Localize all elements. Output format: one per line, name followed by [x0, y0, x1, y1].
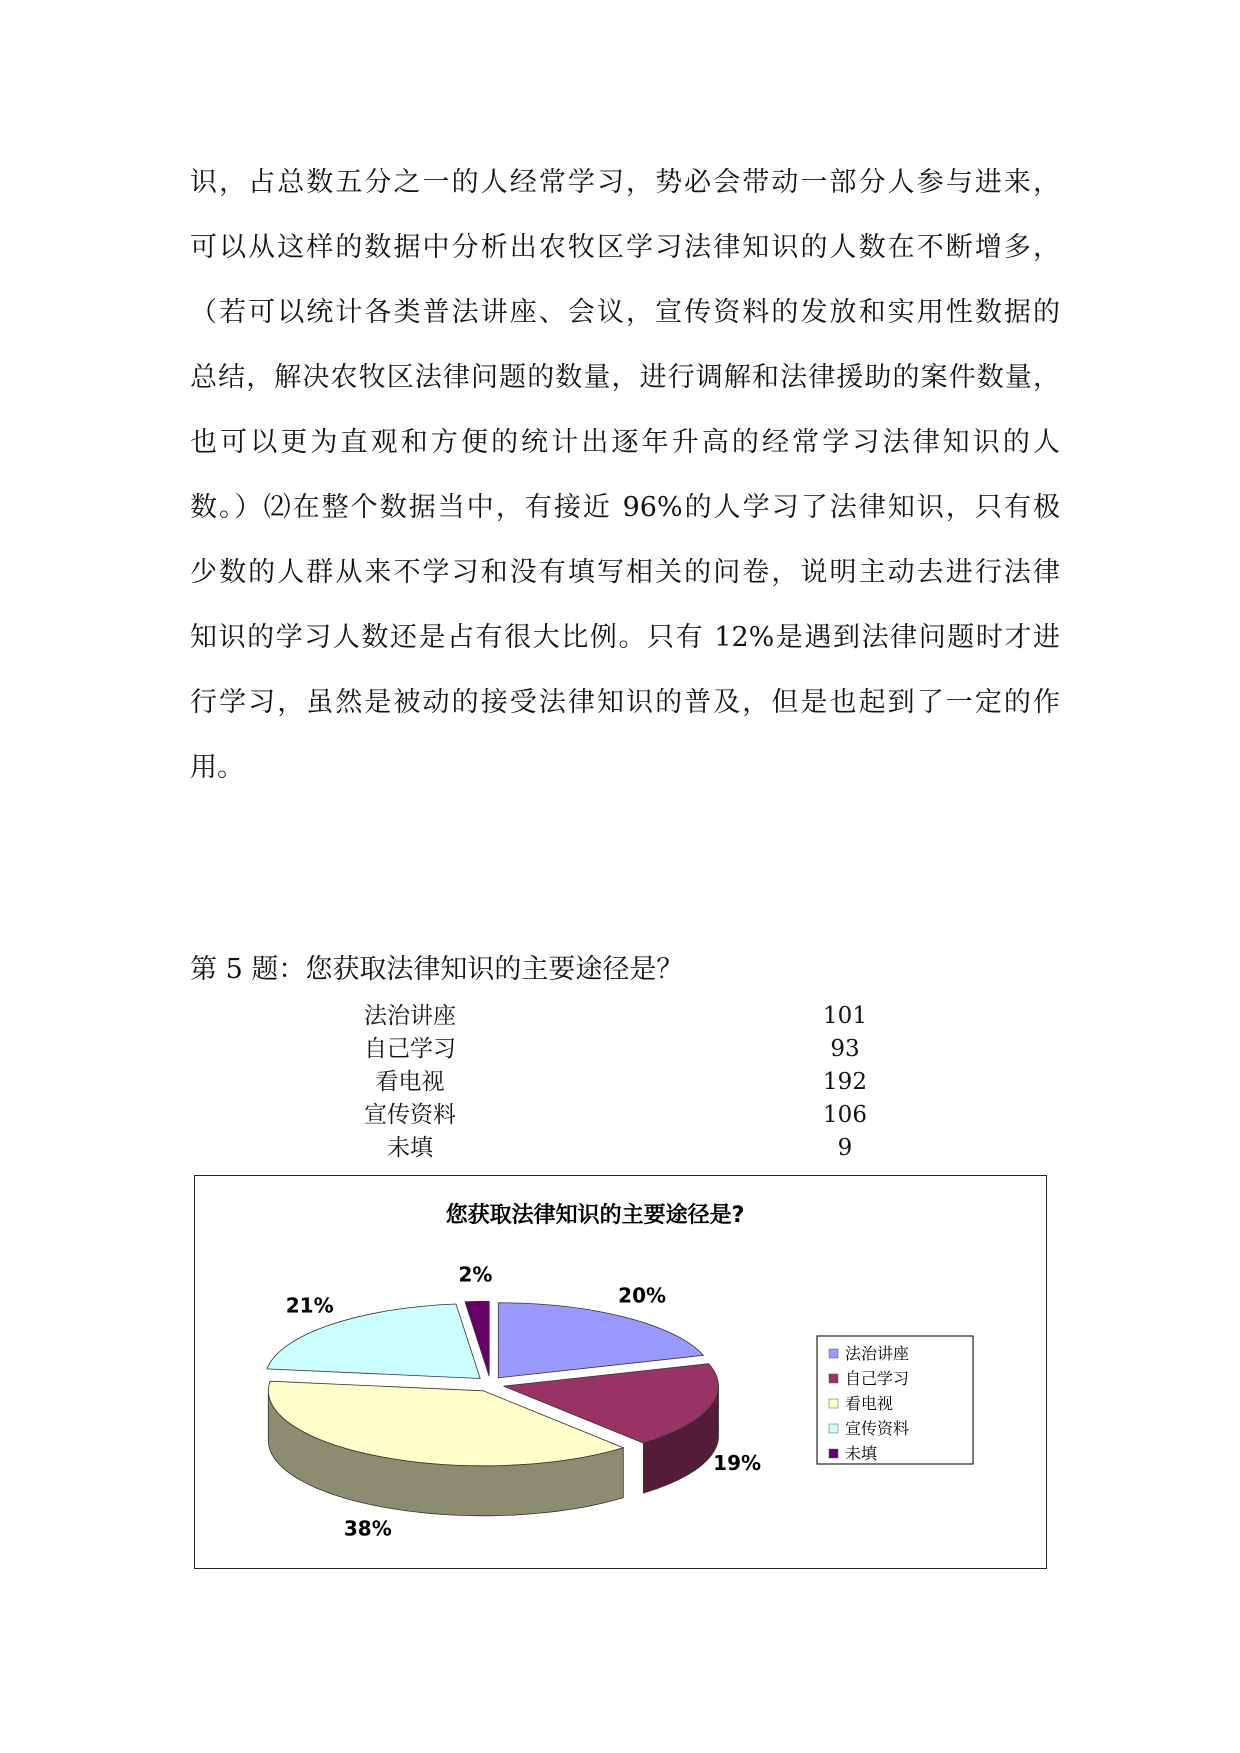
pie-data-label: 2%: [458, 1262, 493, 1287]
paragraph-line: 识，占总数五分之一的人经常学习，势必会带动一部分人参与进来，: [190, 167, 1060, 198]
legend-label: 宣传资料: [845, 1419, 910, 1438]
table-label: 看电视: [375, 1069, 445, 1095]
legend-swatch: [829, 1449, 838, 1458]
pie-data-label: 19%: [713, 1450, 762, 1475]
paragraph-line: 知识的学习人数还是占有很大比例。只有 12%是遇到法律问题时才进: [190, 622, 1060, 653]
paragraph-line: 可以从这样的数据中分析出农牧区学习法律知识的人数在不断增多，: [190, 232, 1060, 263]
table-label: 法治讲座: [364, 1003, 456, 1029]
table-row: [320, 1033, 920, 1066]
table-value: 93: [830, 1036, 860, 1062]
pie-data-label: 20%: [618, 1283, 667, 1308]
table-label: 自己学习: [364, 1036, 456, 1062]
legend-label: 法治讲座: [845, 1344, 910, 1363]
table-value: 192: [823, 1069, 867, 1095]
paragraph-line: 行学习，虽然是被动的接受法律知识的普及，但是也起到了一定的作: [190, 687, 1060, 718]
table-label: 宣传资料: [364, 1102, 456, 1128]
legend-label: 未填: [845, 1444, 878, 1463]
table-row: [320, 1000, 920, 1033]
legend-swatch: [829, 1399, 838, 1408]
paragraph-line: 总结，解决农牧区法律问题的数量，进行调解和法律援助的案件数量，: [190, 362, 1060, 393]
table-row: [320, 1099, 920, 1132]
table-value: 101: [823, 1003, 867, 1029]
paragraph-line: 数。）⑵在整个数据当中，有接近 96%的人学习了法律知识，只有极: [190, 492, 1060, 523]
table-value: 9: [837, 1135, 853, 1161]
legend-label: 自己学习: [845, 1369, 910, 1388]
pie-chart: [194, 1175, 1047, 1569]
legend-swatch: [829, 1424, 838, 1433]
paragraph-line: 少数的人群从来不学习和没有填写相关的问卷，说明主动去进行法律: [190, 557, 1060, 588]
table-value: 106: [823, 1102, 867, 1128]
chart-title: 您获取法律知识的主要途径是?: [445, 1203, 745, 1228]
table-row: [320, 1132, 920, 1165]
legend-swatch: [829, 1374, 838, 1383]
pie-data-label: 38%: [343, 1516, 392, 1541]
pie-slice: [498, 1303, 703, 1378]
question-heading: 第 5 题：您获取法律知识的主要途径是？: [190, 954, 684, 985]
table-row: [320, 1066, 920, 1099]
pie-data-label: 21%: [285, 1293, 334, 1318]
paragraph-line: 用。: [190, 752, 244, 783]
answer-table: [320, 1000, 920, 1165]
table-label: 未填: [387, 1135, 433, 1161]
pie-tops: [267, 1301, 718, 1465]
pie-chart-svg: [195, 1176, 1048, 1570]
body-paragraph: [190, 160, 1060, 810]
paragraph-line: （若可以统计各类普法讲座、会议，宣传资料的发放和实用性数据的: [190, 297, 1060, 328]
legend-label: 看电视: [845, 1394, 894, 1413]
paragraph-line: 也可以更为直观和方便的统计出逐年升高的经常学习法律知识的人: [190, 427, 1060, 458]
chart-legend: [817, 1336, 973, 1464]
legend-swatch: [829, 1349, 838, 1358]
